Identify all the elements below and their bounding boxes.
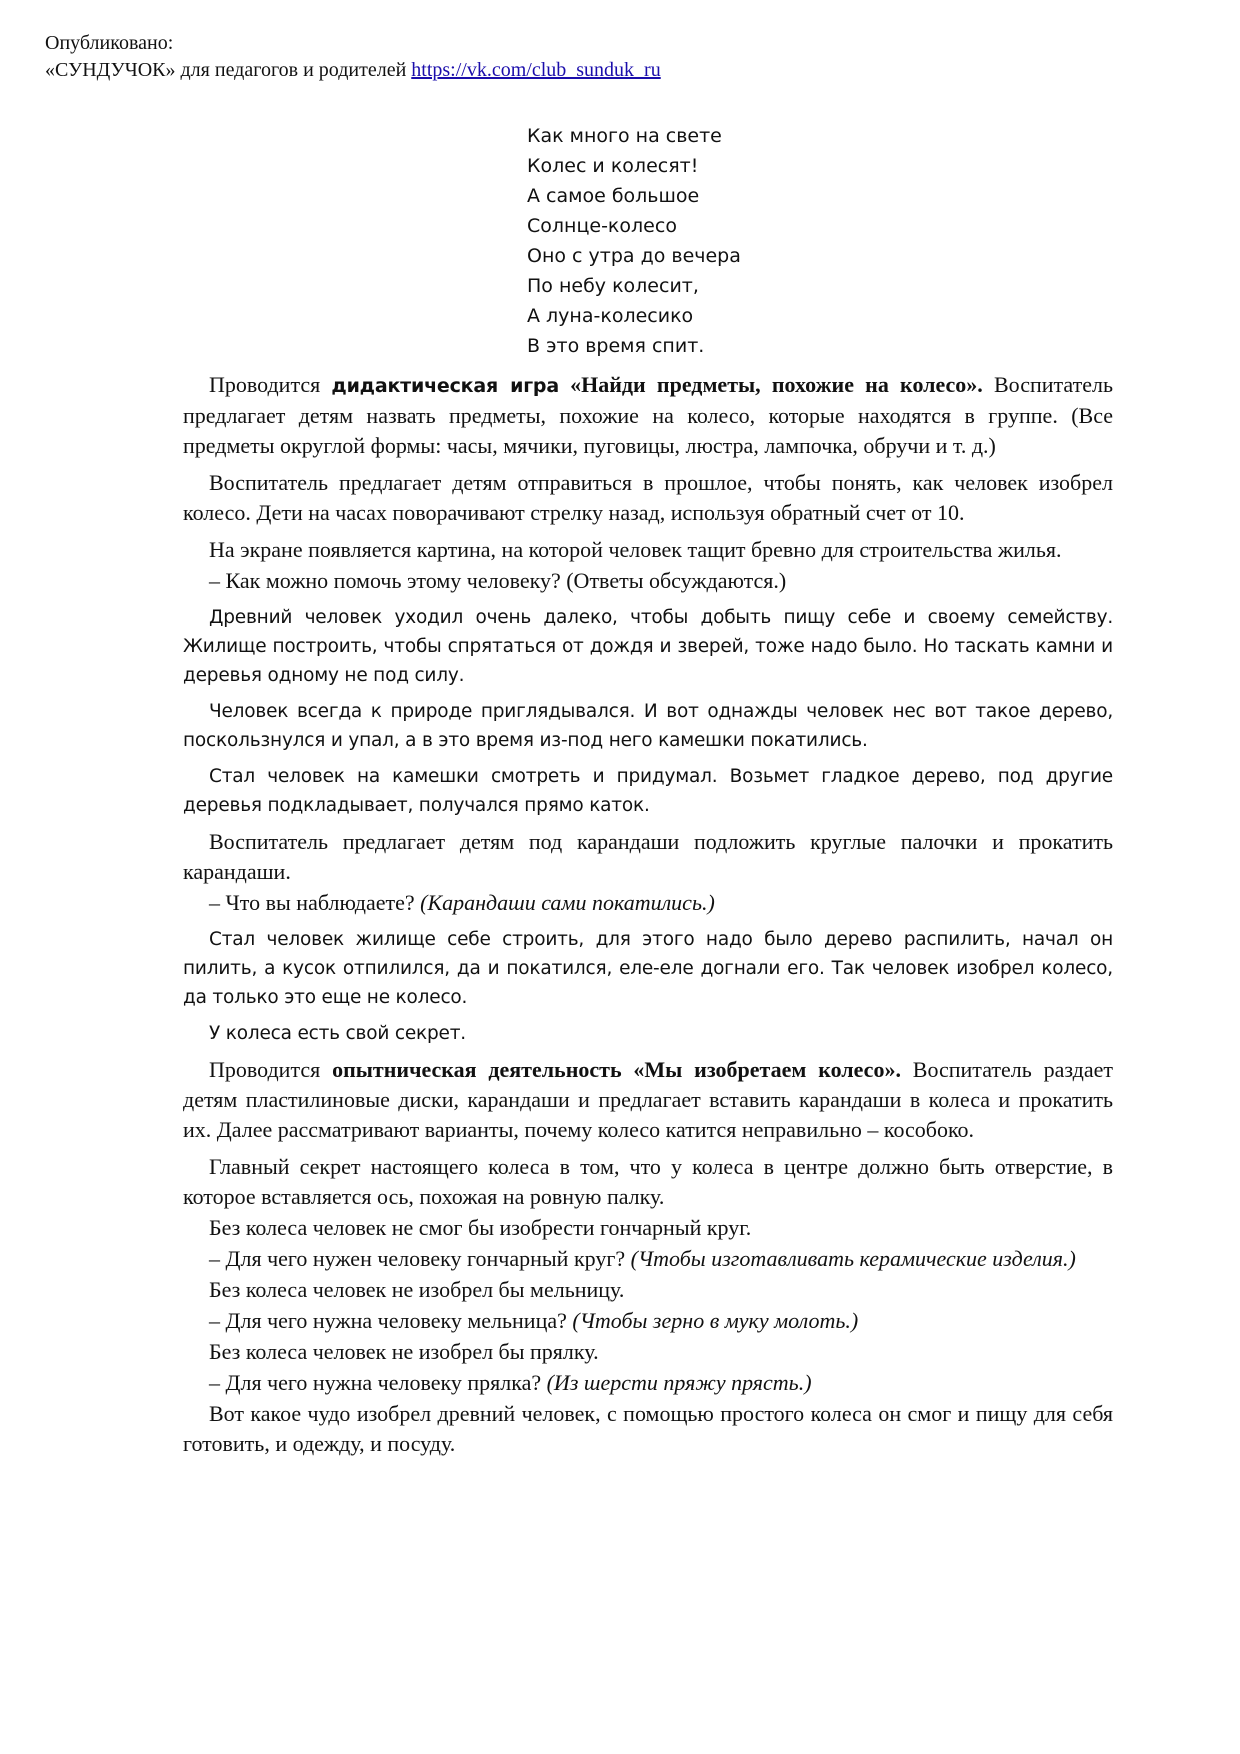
poem-line: Колес и колесят! xyxy=(527,155,699,177)
paragraph: Главный секрет настоящего колеса в том, что у колеса в центре должно быть отверстие, в которое вставляется ось, похожая на ровную палку. xyxy=(183,1154,1113,1209)
document-body xyxy=(183,370,1113,1466)
poem-line: А луна-колесико xyxy=(527,305,694,327)
paragraph-didactic-game xyxy=(183,370,1113,461)
paragraph-question xyxy=(183,1368,1113,1398)
paragraph-conclusion: Вот какое чудо изобрел древний человек, с помощью простого колеса он смог и пищу для себя готовить, и одежду, и посуду. xyxy=(183,1401,1113,1456)
poem-line: Как много на свете xyxy=(527,125,722,147)
answer-italic: (Чтобы изготавливать керамические изделия.) xyxy=(630,1246,1076,1271)
paragraph: Человек всегда к природе приглядывался. И вот однажды человек нес вот такое дерево, поскользнулся и упал, а в это время из-под него камешки покатились. xyxy=(183,701,1113,751)
text: – Для чего нужна человеку мельница? xyxy=(209,1308,573,1333)
game-title-bold: «Найди предметы, похожие на колесо». xyxy=(558,372,983,397)
vk-link[interactable]: https://vk.com/club_sunduk_ru xyxy=(411,59,661,81)
paragraph: Стал человек жилище себе строить, для этого надо было дерево распилить, начал он пилить, а кусок отпилился, да и покатился, еле-еле догнали его. Так человек изобрел колесо, да только это еще не колесо. xyxy=(183,929,1113,1008)
paragraph-question: – Как можно помочь этому человеку? (Ответы обсуждаются.) xyxy=(209,568,787,593)
paragraph: Воспитатель предлагает детям отправиться в прошлое, чтобы понять, как человек изобрел колесо. Дети на часах поворачивают стрелку назад, используя обратный счет от 10. xyxy=(183,470,1113,525)
paragraph-question xyxy=(183,1244,1113,1274)
paragraph: Без колеса человек не изобрел бы прялку. xyxy=(209,1339,599,1364)
paragraph-experiment xyxy=(183,1055,1113,1145)
text: – Для чего нужен человеку гончарный круг? xyxy=(209,1246,631,1271)
paragraph-question xyxy=(183,888,1113,918)
activity-title-bold: опытническая деятельность «Мы изобретаем колесо». xyxy=(332,1057,901,1082)
publication-header xyxy=(45,30,661,84)
publication-source xyxy=(45,57,661,84)
site-name: «СУНДУЧОК» для педагогов и родителей xyxy=(45,59,407,81)
text: Проводится xyxy=(209,1057,333,1082)
text: – Для чего нужна человеку прялка? xyxy=(209,1370,547,1395)
paragraph: Без колеса человек не смог бы изобрести гончарный круг. xyxy=(209,1215,752,1240)
poem-line: По небу колесит, xyxy=(527,275,699,297)
poem-line: А самое большое xyxy=(527,185,700,207)
paragraph: Стал человек на камешки смотреть и придумал. Возьмет гладкое дерево, под другие деревья подкладывает, получался прямо каток. xyxy=(183,766,1113,816)
answer-italic: (Из шерсти пряжу прясть.) xyxy=(546,1370,812,1395)
poem-line: Солнце-колесо xyxy=(527,215,677,237)
paragraph: Без колеса человек не изобрел бы мельницу. xyxy=(209,1277,625,1302)
published-label: Опубликовано: xyxy=(45,32,174,54)
game-type-bold: дидактическая игра xyxy=(331,375,559,397)
text: Воспитатель раздает детям пластилиновые диски, карандаши и предлагает вставить карандаши в колеса и прокатить их. Далее рассматривают варианты, почему колесо катится неправильно – кособоко. xyxy=(183,1057,1114,1142)
text: Проводится xyxy=(209,372,332,397)
paragraph: На экране появляется картина, на которой человек тащит бревно для строительства жилья. xyxy=(209,537,1062,562)
answer-italic: (Карандаши сами покатились.) xyxy=(420,890,715,915)
text: Воспитатель предлагает детям назвать предметы, похожие на колесо, которые находятся в группе. (Все предметы округлой формы: часы, мячики, пуговицы, люстра, лампочка, обручи и т. д.) xyxy=(183,372,1113,458)
paragraph: Древний человек уходил очень далеко, чтобы добыть пищу себе и своему семейству. Жилище построить, чтобы спрятаться от дождя и зверей, тоже надо было. Но таскать камни и деревья одному не под силу. xyxy=(183,607,1113,686)
paragraph-question xyxy=(183,1306,1113,1336)
paragraph: Воспитатель предлагает детям под карандаши подложить круглые палочки и прокатить карандаши. xyxy=(183,829,1113,884)
poem-line: Оно с утра до вечера xyxy=(527,245,741,267)
paragraph: У колеса есть свой секрет. xyxy=(209,1023,466,1044)
poem xyxy=(527,121,741,361)
answer-italic: (Чтобы зерно в муку молоть.) xyxy=(572,1308,859,1333)
text: – Что вы наблюдаете? xyxy=(209,890,421,915)
poem-line: В это время спит. xyxy=(527,335,705,357)
